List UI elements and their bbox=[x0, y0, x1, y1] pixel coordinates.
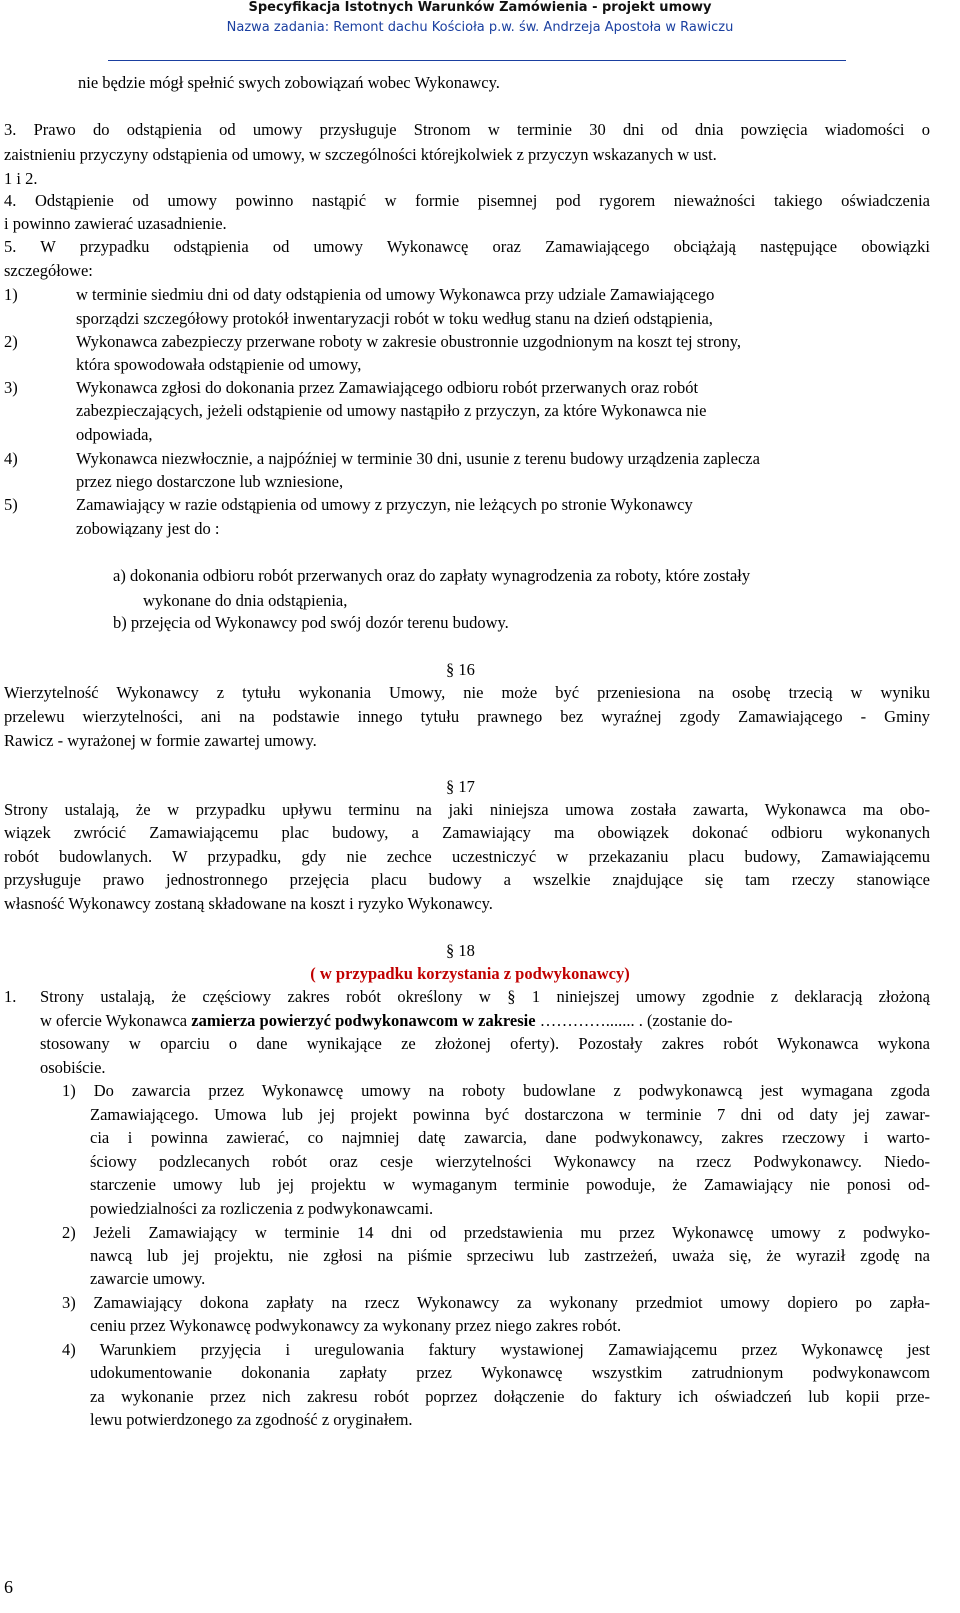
text-line: Wykonawca zabezpieczy przerwane roboty w zakresie obustronnie uzgodnionym na koszt tej strony, bbox=[76, 332, 742, 351]
text-fragment: w ofercie Wykonawca bbox=[40, 1011, 188, 1030]
text-line: Zamawiający w razie odstąpienia od umowy z przyczyn, nie leżących po stronie Wykonawcy bbox=[76, 495, 693, 514]
bold-fragment: zamierza powierzyć podwykonawcom w zakresie bbox=[191, 1011, 536, 1030]
text-line: osobiście. bbox=[40, 1058, 106, 1077]
header-rule bbox=[108, 60, 846, 61]
text-line: zaistnieniu przyczyny odstąpienia od umowy, w szczególności którejkolwiek z przyczyn wskazanych w ust. bbox=[4, 145, 717, 164]
text-fragment: …………....... . (zostanie do- bbox=[539, 1011, 733, 1030]
text-line: Strony ustalają, że w przypadku upływu terminu na jaki niniejsza umowa została zawarta, Wykonawca ma obo- bbox=[4, 800, 930, 819]
text-line: Rawicz - wyrażonej w formie zawartej umowy. bbox=[4, 731, 317, 750]
text-line: udokumentowanie dokonania zapłaty przez Wykonawcę wszystkim zatrudnionym podwykonawcom bbox=[90, 1363, 930, 1382]
list-marker: 4) bbox=[4, 449, 18, 468]
text-line: wykonane do dnia odstąpienia, bbox=[143, 591, 348, 610]
text-line: przez niego dostarczone lub wzniesione, bbox=[76, 472, 344, 491]
text-line: nawcą lub jej projektu, nie zgłosi na piśmie sprzeciwu lub zastrzeżeń, uważa się, że wyraził zgodę na bbox=[90, 1246, 930, 1265]
text-line: odpowiada, bbox=[76, 425, 153, 444]
text-line: 5. W przypadku odstąpienia od umowy Wykonawcę oraz Zamawiającego obciążają następujące obowiązki bbox=[4, 237, 930, 256]
text-line: Zamawiającego. Umowa lub jej projekt powinna być dostarczona w terminie 7 dni od daty jej zawar- bbox=[90, 1105, 930, 1124]
text-line: i powinno zawierać uzasadnienie. bbox=[4, 214, 227, 233]
text-line: zabezpieczających, jeżeli odstąpienie od umowy nastąpiło z przyczyn, za które Wykonawca nie bbox=[76, 401, 707, 420]
document-header-title: Specyfikacja Istotnych Warunków Zamówienia - projekt umowy bbox=[248, 0, 712, 15]
text-line: 1 i 2. bbox=[4, 169, 38, 188]
text-line: zawarcie umowy. bbox=[90, 1269, 206, 1288]
text-line: zobowiązany jest do : bbox=[76, 519, 220, 538]
section-subheading: ( w przypadku korzystania z podwykonawcy) bbox=[310, 964, 630, 983]
text-line: za wykonanie przez nich zakresu robót poprzez dołączenie do faktury ich oświadczeń lub kopii prze- bbox=[90, 1387, 930, 1406]
text-line: 3) Zamawiający dokona zapłaty na rzecz Wykonawcy za wykonany przedmiot umowy dopiero po zapła- bbox=[62, 1293, 930, 1312]
text-line: szczegółowe: bbox=[4, 261, 93, 280]
page-number: 6 bbox=[4, 1577, 13, 1597]
text-line: przelewu wierzytelności, ani na podstawie innego tytułu prawnego bez wyraźnej zgody Zamawiającego - Gminy bbox=[4, 707, 930, 726]
list-marker: 1) bbox=[4, 285, 18, 304]
text-line: starczenie umowy lub jej projektu w wymaganym terminie powoduje, że Zamawiający nie ponosi od- bbox=[90, 1175, 930, 1194]
text-line: która spowodowała odstąpienie od umowy, bbox=[76, 355, 362, 374]
text-line: Wykonawca niezwłocznie, a najpóźniej w terminie 30 dni, usunie z terenu budowy urządzenia zaplecza bbox=[76, 449, 760, 468]
text-line: 3. Prawo do odstąpienia od umowy przysługuje Stronom w terminie 30 dni od dnia powzięcia wiadomości o bbox=[4, 120, 930, 139]
text-line: 1) Do zawarcia przez Wykonawcę umowy na roboty budowlane z podwykonawcą jest wymagana zgoda bbox=[62, 1081, 930, 1100]
text-line: sporządzi szczegółowy protokół inwentaryzacji robót w toku według stanu na dzień odstąpienia, bbox=[76, 309, 713, 328]
text-line: ściowy podzlecanych robót oraz cesje wierzytelności Wykonawcy na rzecz Podwykonawcy. Niedo- bbox=[90, 1152, 930, 1171]
text-line: a) dokonania odbioru robót przerwanych oraz do zapłaty wynagrodzenia za roboty, które zostały bbox=[113, 566, 751, 585]
text-line: wiązek zwrócić Zamawiającemu plac budowy, a Zamawiający ma obowiązek dokonać odbioru wykonanych bbox=[4, 823, 930, 842]
text-line: cia i powinna zawierać, co najmniej datę zawarcia, dane podwykonawcy, zakres rzeczowy i warto- bbox=[90, 1128, 930, 1147]
text-line: 4) Warunkiem przyjęcia i uregulowania faktury wystawionej Zamawiającemu przez Wykonawcę jest bbox=[62, 1340, 930, 1359]
text-line: powiedzialności za rozliczenia z podwykonawcami. bbox=[90, 1199, 434, 1218]
text-line: lewu potwierdzonego za zgodność z oryginałem. bbox=[90, 1410, 413, 1429]
section-heading: § 17 bbox=[446, 777, 475, 796]
text-line: przysługuje prawo jednostronnego przejęcia placu budowy a wszelkie znajdujące się tam rzeczy stanowiące bbox=[4, 870, 930, 889]
text-line: 2) Jeżeli Zamawiający w terminie 14 dni od przedstawienia mu przez Wykonawcę umowy z podwyko- bbox=[62, 1223, 930, 1242]
section-heading: § 16 bbox=[446, 660, 475, 679]
text-line: 4. Odstąpienie od umowy powinno nastąpić w formie pisemnej pod rygorem nieważności takiego oświadczenia bbox=[4, 191, 930, 210]
list-marker: 2) bbox=[4, 332, 18, 351]
text-line: ceniu przez Wykonawcę podwykonawcy za wykonany przez niego zakres robót. bbox=[90, 1316, 622, 1335]
list-marker: 3) bbox=[4, 378, 18, 397]
list-marker: 1. bbox=[4, 987, 17, 1006]
text-line: stosowany w oparciu o dane wynikające ze złożonej oferty). Pozostały zakres robót Wykonawca wykona bbox=[40, 1034, 930, 1053]
text-line: w terminie siedmiu dni od daty odstąpienia od umowy Wykonawca przy udziale Zamawiającego bbox=[76, 285, 715, 304]
text-line: b) przejęcia od Wykonawcy pod swój dozór terenu budowy. bbox=[113, 613, 509, 632]
list-marker: 5) bbox=[4, 495, 18, 514]
document-header-task: Nazwa zadania: Remont dachu Kościoła p.w. św. Andrzeja Apostoła w Rawiczu bbox=[226, 20, 734, 35]
text-line: Strony ustalają, że częściowy zakres robót określony w § 1 niniejszej umowy zgodnie z deklaracją złożoną bbox=[40, 987, 930, 1006]
text-line: własność Wykonawcy zostaną składowane na koszt i ryzyko Wykonawcy. bbox=[4, 894, 493, 913]
section-heading: § 18 bbox=[446, 941, 475, 960]
text-line: Wierzytelność Wykonawcy z tytułu wykonania Umowy, nie może być przeniesiona na osobę trzecią w wyniku bbox=[4, 683, 930, 702]
text-line: Wykonawca zgłosi do dokonania przez Zamawiającego odbioru robót przerwanych oraz robót bbox=[76, 378, 699, 397]
text-line bbox=[40, 1010, 733, 1032]
text-line: robót budowlanych. W przypadku, gdy nie zechce uczestniczyć w przekazaniu placu budowy, Zamawiającemu bbox=[4, 847, 930, 866]
text-line: nie będzie mógł spełnić swych zobowiązań wobec Wykonawcy. bbox=[78, 73, 500, 92]
